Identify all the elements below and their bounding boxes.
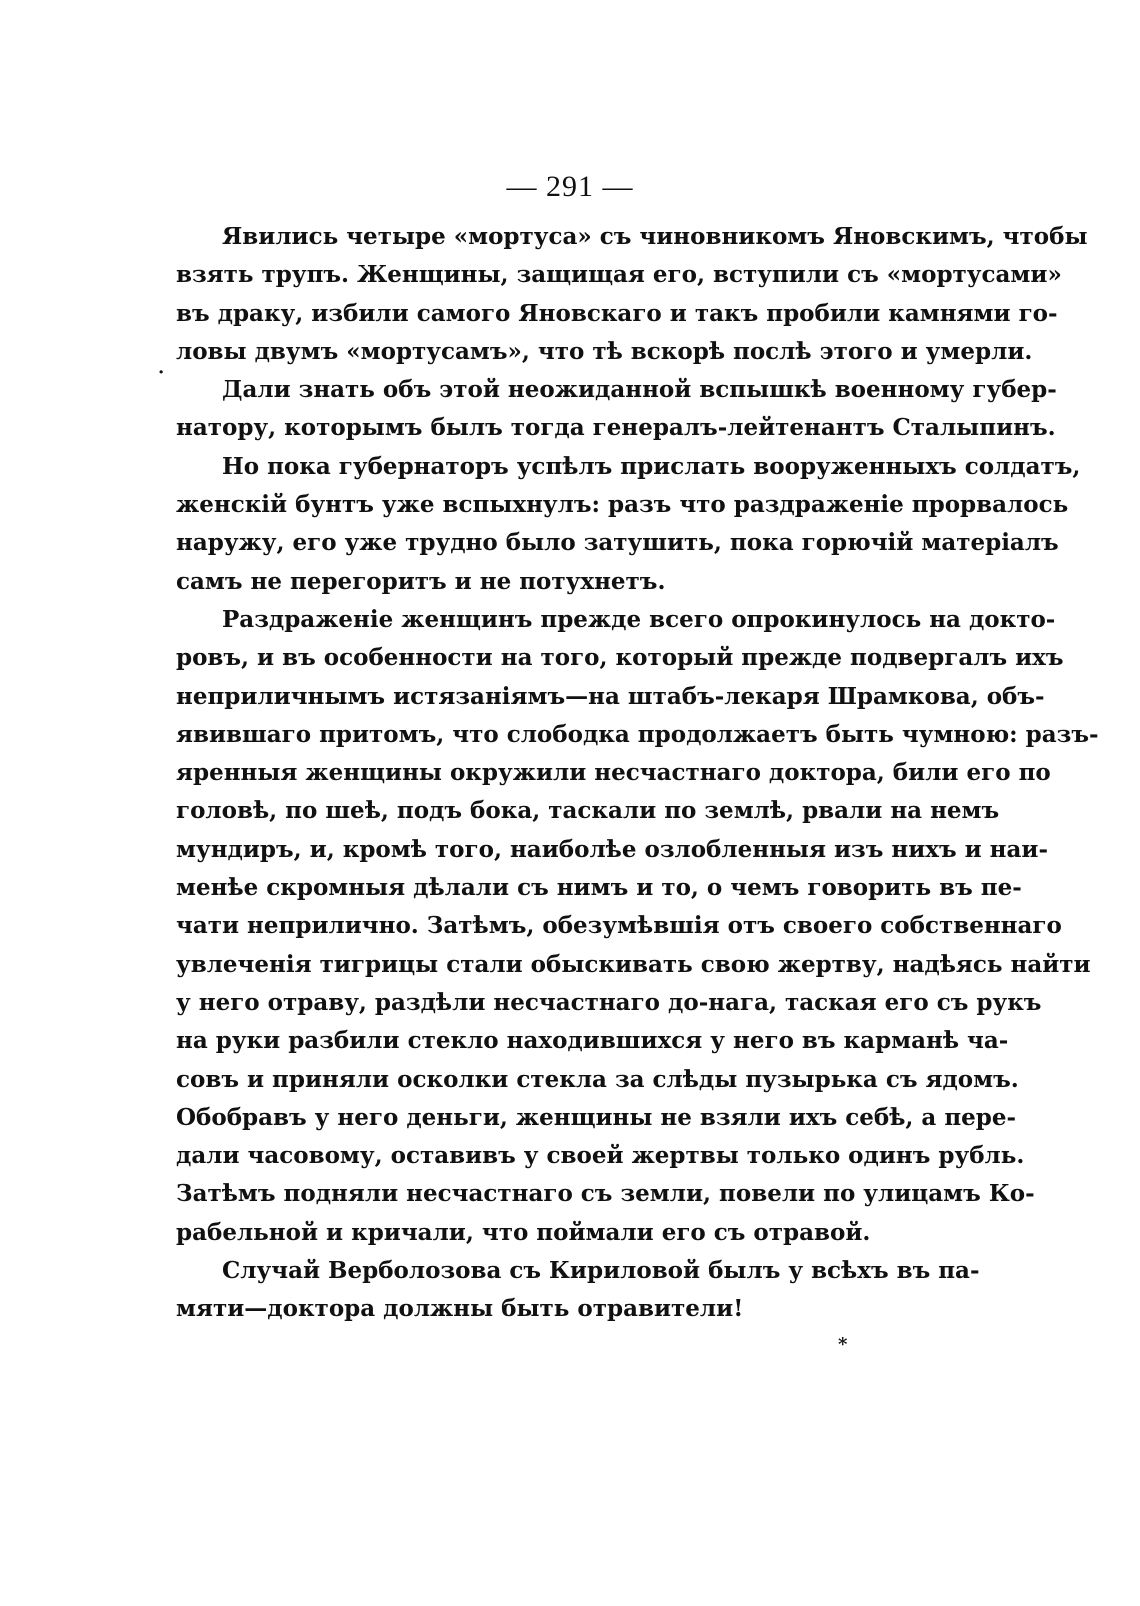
text-line: Раздраженіе женщинъ прежде всего опрокинулось на докто- [222, 605, 1056, 633]
text-line: Случай Верболозова съ Кириловой былъ у всѣхъ въ па- [222, 1257, 980, 1285]
text-line: Явились четыре «мортуса» съ чиновникомъ Яновскимъ, чтобы [222, 223, 1088, 250]
text-line: взять трупъ. Женщины, защищая его, вступили съ «мортусами» [176, 261, 1062, 289]
text-line: неприличнымъ истязаніямъ—на штабъ-лекаря Шрамкова, объ- [176, 682, 1045, 710]
text-line: увлеченія тигрицы стали обыскивать свою жертву, надѣясь найти [176, 950, 1091, 978]
text-line: самъ не перегоритъ и не потухнетъ. [176, 567, 666, 595]
text-line: Обобравъ у него деньги, женщины не взяли ихъ себѣ, а пере- [176, 1103, 1017, 1131]
text-line: головѣ, по шеѣ, подъ бока, таскали по землѣ, рвали на немъ [176, 797, 1000, 825]
text-line: натору, которымъ былъ тогда генералъ-лейтенантъ Сталыпинъ. [176, 414, 1056, 442]
text-line: рабельной и кричали, что поймали его съ отравой. [176, 1218, 871, 1246]
text-line: у него отраву, раздѣли несчастнаго до-нага, таская его съ рукъ [176, 988, 1042, 1016]
text-line: ровъ, и въ особенности на того, который прежде подвергалъ ихъ [176, 644, 1064, 672]
text-line: женскій бунтъ уже вспыхнулъ: разъ что раздраженіе прорвалось [176, 491, 1069, 519]
text-line: наружу, его уже трудно было затушить, пока горючій матеріалъ [176, 529, 1059, 557]
text-line: мундиръ, и, кромѣ того, наиболѣе озлобленныя изъ нихъ и наи- [176, 835, 1049, 863]
text-line: дали часовому, оставивъ у своей жертвы только одинъ рубль. [176, 1142, 1025, 1170]
text-line: яренныя женщины окружили несчастнаго доктора, били его по [176, 759, 1051, 787]
page-number: — 291 — [506, 170, 634, 203]
text-line: ловы двумъ «мортусамъ», что тѣ вскорѣ послѣ этого и умерли. [176, 337, 1033, 365]
body-text [176, 218, 1099, 1329]
text-line: явившаго притомъ, что слободка продолжаетъ быть чумною: разъ- [176, 720, 1099, 748]
text-line: Но пока губернаторъ успѣлъ прислать вооруженныхъ солдатъ, [222, 452, 1081, 480]
text-line: совъ и приняли осколки стекла за слѣды пузырька съ ядомъ. [176, 1065, 1019, 1093]
text-line: Затѣмъ подняли несчастнаго съ земли, повели по улицамъ Ко- [176, 1180, 1035, 1208]
text-line: Дали знать объ этой неожиданной вспышкѣ военному губер- [222, 376, 1057, 404]
text-line: въ драку, избили самого Яновскаго и такъ пробили камнями го- [176, 299, 1058, 327]
text-line: чати неприлично. Затѣмъ, обезумѣвшія отъ своего собственнаго [176, 912, 1062, 940]
text-line: мяти—доктора должны быть отравители! [176, 1295, 744, 1323]
text-line: на руки разбили стекло находившихся у него въ карманѣ ча- [176, 1027, 1009, 1055]
margin-dot: · [158, 362, 165, 383]
text-line: менѣе скромныя дѣлали съ нимъ и то, о чемъ говорить въ пе- [176, 874, 1022, 902]
footer-asterisk: * [838, 1334, 848, 1355]
